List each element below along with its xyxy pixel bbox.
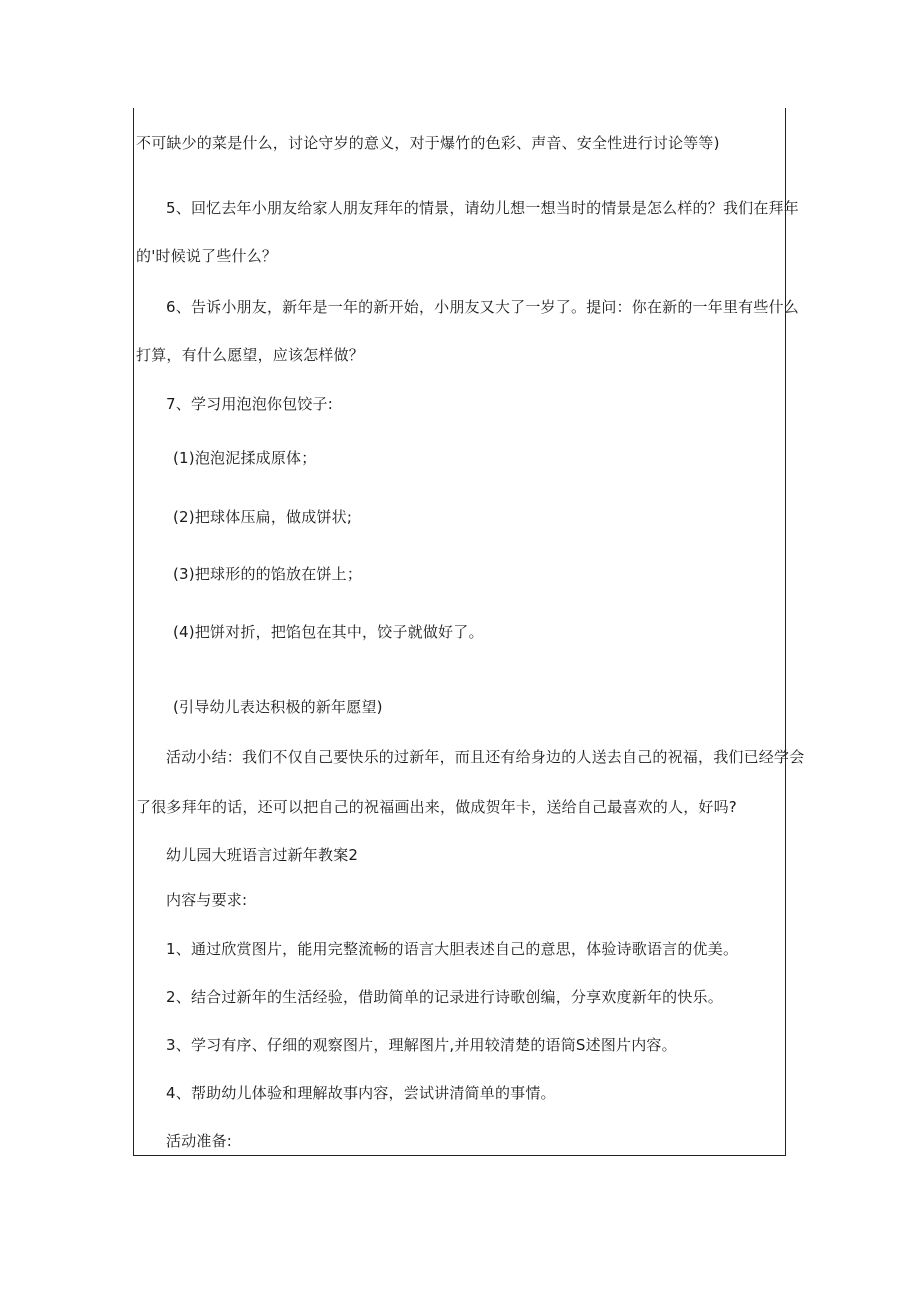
paragraph-line: (引导幼儿表达积极的新年愿望) [173,698,383,716]
paragraph-line: 的'时候说了些什么？ [136,247,278,265]
paragraph-line: 7、学习用泡泡你包饺子: [166,395,333,413]
paragraph-line: 活动小结：我们不仅自己要快乐的过新年，而且还有给身边的人送去自己的祝福，我们已经学会 [166,748,805,766]
paragraph-line: 2、结合过新年的生活经验，借助简单的记录进行诗歌创编，分享欢度新年的快乐。 [166,988,723,1006]
list-item: (1)泡泡泥揉成原体； [173,449,317,467]
list-item: (3)把球形的的馅放在饼上； [173,565,363,583]
paragraph-line: 5、回忆去年小朋友给家人朋友拜年的情景，请幼儿想一想当时的情景是怎么样的？我们在拜年 [166,199,799,217]
paragraph-line: 了很多拜年的话，还可以把自己的祝福画出来，做成贺年卡，送给自己最喜欢的人，好吗? [136,798,737,816]
paragraph-line: 6、告诉小朋友，新年是一年的新开始，小朋友又大了一岁了。提问：你在新的一年里有些什么 [166,298,799,316]
paragraph-line: 内容与要求: [166,891,248,909]
paragraph-line: 1、通过欣赏图片，能用完整流畅的语言大胆表述自己的意思，体验诗歌语言的优美。 [166,940,739,958]
section-heading: 幼儿园大班语言过新年教案2 [166,846,359,864]
paragraph-line: 4、帮助幼儿体验和理解故事内容，尝试讲清简单的事情。 [166,1084,556,1102]
paragraph-line: 活动准备: [166,1132,233,1150]
list-item: (4)把饼对折，把馅包在其中，饺子就做好了。 [173,623,484,641]
paragraph-line: 3、学习有序、仔细的观察图片，理解图片,并用较清楚的语筒S述图片内容。 [166,1036,677,1054]
paragraph-line: 不可缺少的菜是什么，讨论守岁的意义，对于爆竹的色彩、声音、安全性进行讨论等等) [136,134,720,152]
list-item: (2)把球体压扁，做成饼状; [173,508,353,526]
paragraph-line: 打算，有什么愿望，应该怎样做？ [136,346,365,364]
